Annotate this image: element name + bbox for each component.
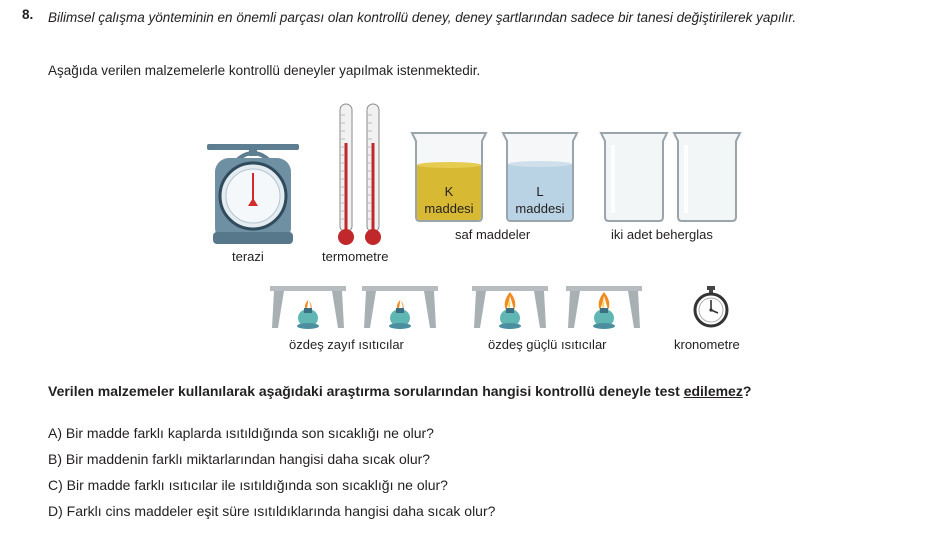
question-number: 8. xyxy=(22,7,34,22)
scale-label: terazi xyxy=(232,249,264,264)
thermometer-icon xyxy=(336,103,356,247)
strong-heaters-label: özdeş güçlü ısıtıcılar xyxy=(488,337,607,352)
question-prompt xyxy=(48,383,751,399)
prompt-underlined: edilemez xyxy=(683,383,743,399)
option-b[interactable]: B) Bir maddenin farklı miktarlarından hangisi daha sıcak olur? xyxy=(48,451,431,467)
scale-icon xyxy=(205,140,301,246)
chronometer-icon xyxy=(693,286,729,328)
option-a[interactable]: A) Bir madde farklı kaplarda ısıtıldığında son sıcaklığı ne olur? xyxy=(48,425,434,441)
prompt-end: ? xyxy=(742,383,752,399)
question-text: Bilimsel çalışma yönteminin en önemli parçası olan kontrollü deney, deney şartlarından sadece bir tanesi değiştirilerek yapılır. xyxy=(48,10,797,25)
beaker-k-word: maddesi xyxy=(424,201,474,216)
empty-beaker-icon xyxy=(599,131,669,223)
weak-heaters-label: özdeş zayıf ısıtıcılar xyxy=(289,337,404,352)
question-intro: Aşağıda verilen malzemelerle kontrollü deneyler yapılmak istenmektedir. xyxy=(48,63,481,78)
pure-substances-label: saf maddeler xyxy=(455,227,531,242)
empty-beaker-icon xyxy=(672,131,742,223)
strong-heater-icon xyxy=(566,286,642,332)
beaker-k-letter: K xyxy=(444,184,454,199)
weak-heater-icon xyxy=(270,286,346,332)
beaker-l-word: maddesi xyxy=(515,201,565,216)
weak-heater-icon xyxy=(362,286,438,332)
prompt-text: Verilen malzemeler kullanılarak aşağıdaki araştırma sorularından hangisi kontrollü deneyle test xyxy=(48,383,684,399)
empty-beakers-label: iki adet beherglas xyxy=(611,227,713,242)
beaker-l-letter: L xyxy=(536,184,544,199)
strong-heater-icon xyxy=(472,286,548,332)
option-d[interactable]: D) Farklı cins maddeler eşit süre ısıtıldıklarında hangisi daha sıcak olur? xyxy=(48,503,496,519)
chronometer-label: kronometre xyxy=(674,337,740,352)
thermometer-icon xyxy=(363,103,383,247)
thermometer-label: termometre xyxy=(322,249,389,264)
option-c[interactable]: C) Bir madde farklı ısıtıcılar ile ısıtıldığında son sıcaklığı ne olur? xyxy=(48,477,448,493)
